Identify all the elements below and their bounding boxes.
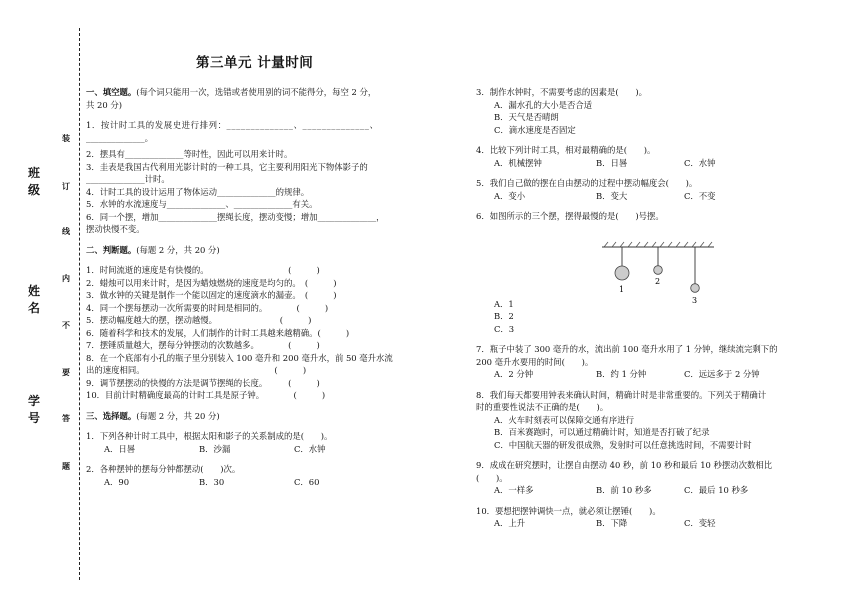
pendulum-1 (615, 247, 629, 280)
judge-item: 4．同一个摆每摆动一次所需要的时间是相同的。 ( ) (86, 302, 329, 313)
binding-char: 题 (62, 461, 70, 471)
question: 5．我们自己做的摆在自由摆动的过程中摆动幅度会( )。 (476, 178, 698, 188)
binding-char: 线 (62, 226, 70, 236)
options-row: A．2 分钟 B．约 1 分钟 C．远远多于 2 分钟 (494, 369, 760, 379)
pendulum-label-1: 1 (619, 285, 625, 294)
question: ( )。 (476, 472, 508, 483)
judge-item: 6．随着科学和技术的发展，人们制作的计时工具越来越精确。( ) (86, 327, 350, 338)
question: 2．摆具有______________等时性，因此可以用来计时。 (86, 149, 293, 159)
question: 1．按计时工具的发展史进行排列：______________、______________、 (86, 120, 379, 130)
judge-item: 1．时间流逝的速度是有快慢的。 ( ) (86, 265, 320, 275)
pendulum-2 (654, 247, 663, 274)
class-label: 班 级 (27, 166, 40, 197)
judge-item: 8．在一个底部有小孔的瓶子里分别装入 100 毫升和 200 毫升水，前 50 毫升水流 (86, 352, 393, 363)
question: 4．比较下列计时工具，相对最精确的是( )。 (476, 145, 656, 155)
binding-char: 要 (62, 367, 70, 377)
options-row: A．一样多 B．前 10 秒多 C．最后 10 秒多 (494, 485, 749, 495)
pendulum-label-3: 3 (692, 296, 698, 305)
question: 3．圭表是我国古代利用光影计时的一种工具，它主要利用阳光下物体影子的 (86, 161, 368, 172)
options-row: A．变小 B．变大 C．不变 (494, 190, 716, 201)
option: A．火车时刻表可以保障交通有序进行 (494, 414, 635, 425)
binding-char: 答 (62, 413, 70, 423)
pendulum-label-2: 2 (655, 277, 661, 286)
question: 9．成成在研究摆时，让摆自由摆动 40 秒，前 10 秒和最后 10 秒摆动次数相比 (476, 460, 773, 470)
options-row: A．日晷 B．沙漏 C．水钟 (104, 443, 326, 454)
option: C．3 (494, 323, 515, 334)
left-column (86, 86, 436, 488)
page-title: 第三单元 计量时间 (196, 55, 314, 71)
right-column (476, 86, 846, 530)
option: C．滴水速度是否固定 (494, 124, 576, 135)
section-heading: 三、选择题。(每题 2 分，共 20 分) (86, 410, 220, 421)
question: 4．计时工具的设计运用了物体运动______________的规律。 (86, 186, 310, 197)
question: 200 毫升水要用的时间( )。 (476, 356, 594, 367)
binding-char: 内 (62, 273, 70, 283)
option: A．漏水孔的大小是否合适 (494, 99, 593, 110)
binding-char: 订 (62, 181, 70, 191)
binding-char: 装 (62, 133, 70, 143)
option: C．中国航天器的研发很成熟，发射时可以任意挑选时间，不需要计时 (494, 439, 752, 450)
options-row: A．上升 B．下降 C．变轻 (494, 518, 716, 528)
ceiling-support (602, 242, 714, 247)
judge-item: 出的速度相同。 ( ) (86, 365, 307, 375)
question: 6．同一个摆，增加______________摆绳长度，摆动变慢；增加______________， (86, 211, 385, 222)
question: 3．制作水钟时，不需要考虑的因素是( )。 (476, 87, 647, 97)
question: ______________计时。 (86, 174, 170, 184)
question: 2．各种摆钟的摆每分钟都摆动( )次。 (86, 464, 241, 474)
question: 6．如图所示的三个摆，摆得最慢的是( )号摆。 (476, 211, 664, 221)
section-heading: 一、填空题。(每个词只能用一次，选错或者使用别的词不能得分，每空 2 分， (86, 87, 377, 97)
question: 时的重要性说法不正确的是( )。 (476, 402, 609, 412)
binding-line (79, 28, 80, 580)
section-heading: 二、判断题。(每题 2 分，共 20 分) (86, 244, 220, 255)
options-row: A．90 B．30 C．60 (104, 476, 320, 487)
student-id-label: 学 号 (27, 394, 40, 425)
judge-item: 2．蜡烛可以用来计时，是因为蜡烛燃烧的速度是均匀的。 ( ) (86, 277, 337, 288)
question: 摆动快慢不变。 (86, 224, 145, 234)
question: 8．我们每天都要用钟表来确认时间，精确计时是非常重要的。下列关于精确计 (476, 389, 767, 400)
question: 1．下列各种计时工具中，根据太阳和影子的关系制成的是( )。 (86, 431, 333, 441)
pendulum-figure (598, 240, 718, 306)
section-note: 共 20 分) (86, 99, 122, 110)
question: 5．水钟的水流速度与______________、______________有关。 (86, 199, 318, 209)
judge-item: 7．摆锤质量越大，摆每分钟摆动的次数越多。 ( ) (86, 340, 320, 350)
options-row: A．机械摆钟 B．日晷 C．水钟 (494, 157, 716, 168)
question: 10．要想把摆钟调快一点，就必须让摆锤( )。 (476, 505, 661, 516)
judge-item: 10．目前计时精确度最高的计时工具是原子钟。 ( ) (86, 390, 326, 400)
name-label: 姓 名 (27, 284, 40, 315)
option: B．天气是否晴朗 (494, 112, 559, 122)
judge-item: 5．摆动幅度越大的摆，摆动越慢。 ( ) (86, 315, 312, 325)
question: 7．瓶子中装了 300 毫升的水，流出前 100 毫升水用了 1 分钟，继续流完剩下的 (476, 344, 778, 354)
option: B．2 (494, 311, 514, 321)
option: B．百米赛跑时，可以通过精确计时，知道是否打破了纪录 (494, 427, 710, 437)
question: ______________。 (86, 132, 153, 143)
pendulum-3 (691, 247, 700, 292)
judge-item: 3．做水钟的关键是制作一个能以固定的速度滴水的漏壶。 ( ) (86, 290, 337, 300)
binding-char: 不 (62, 320, 70, 330)
judge-item: 9．调节摆摆动的快慢的方法是调节摆绳的长度。 ( ) (86, 377, 320, 388)
option: A．1 (494, 298, 514, 309)
